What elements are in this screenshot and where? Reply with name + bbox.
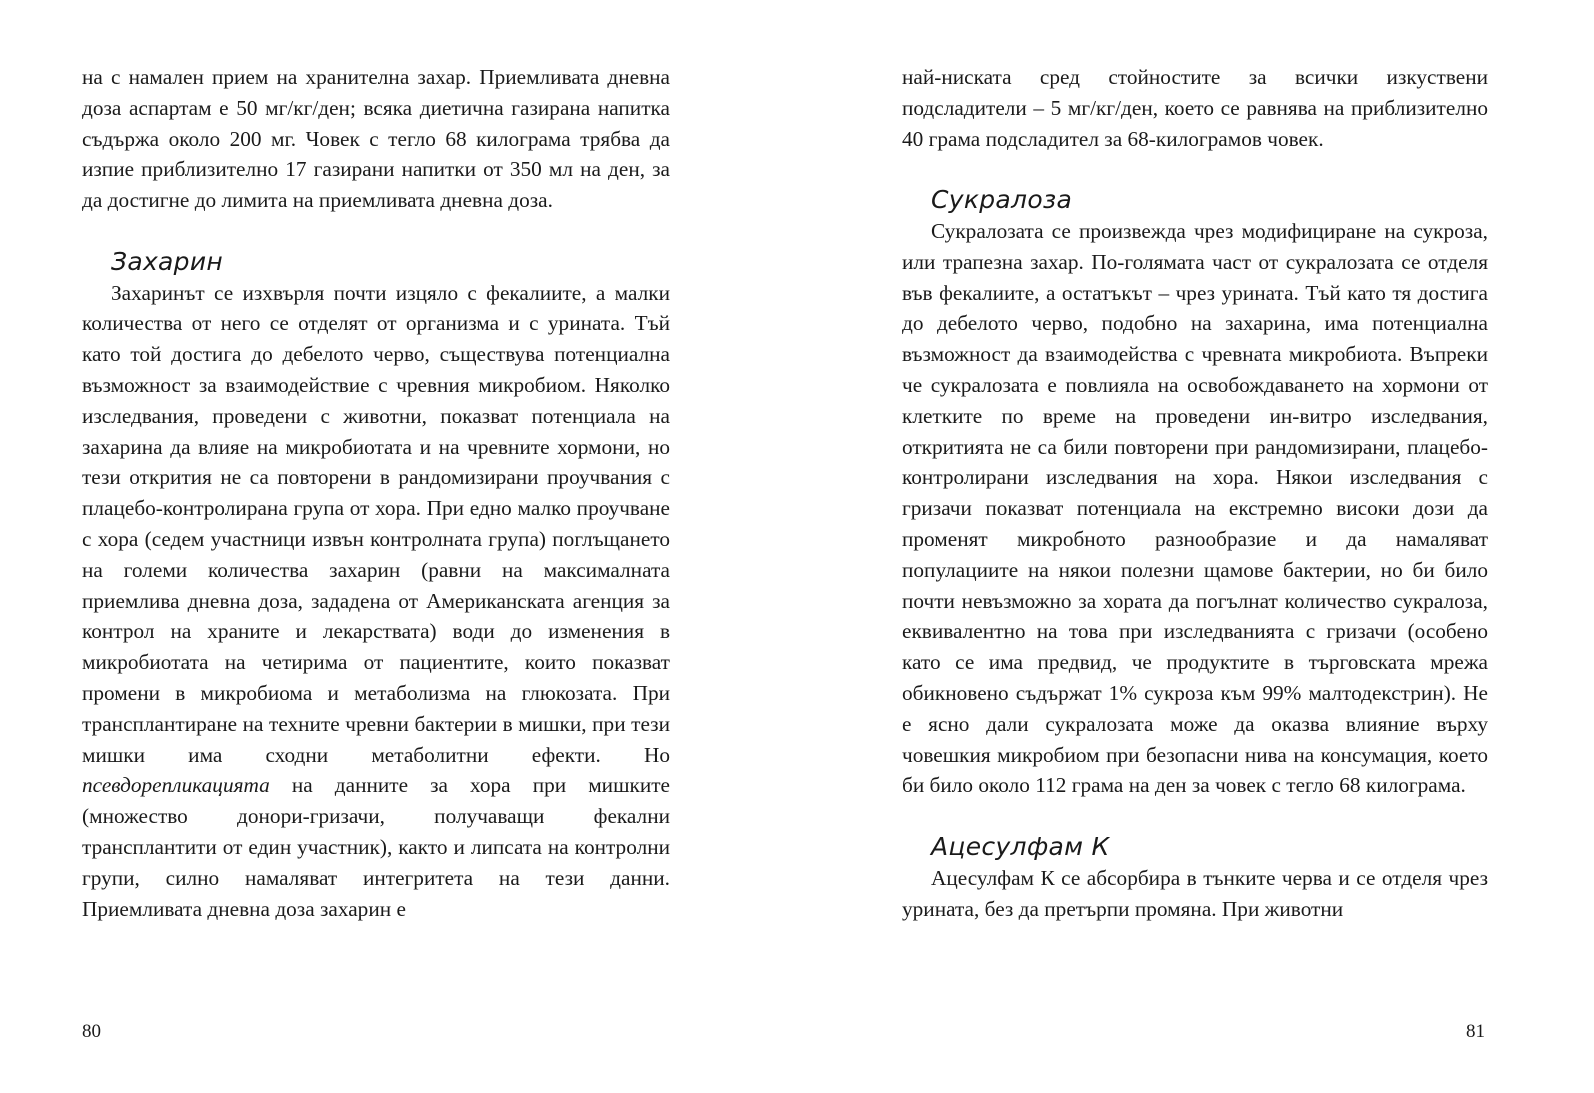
page-number-left: 80: [82, 1021, 101, 1042]
heading-acesulfame-k: Ацесулфам К: [931, 831, 1110, 861]
acesulfame-paragraph: Ацесулфам К се абсорбира в тънките черва и се отделя чрез урината, без да претърпи промяна. При животни: [902, 865, 1488, 921]
spacer: [902, 801, 1488, 832]
saccharin-text-part-2: на данните за хора при мишките (множество донори-гризачи, получаващи фекални трансплантити от един участник), както и липсата на контролни групи, силно намаляват интегритета на тези данни. Приемливата дневна доза захарин е: [82, 773, 670, 921]
left-page: [82, 62, 670, 924]
heading-sucralose: Сукралоза: [931, 185, 1073, 215]
sucralose-paragraph: Сукралозата се произвежда чрез модифициране на сукроза, или трапезна захар. По-голямата част от сукралозата се отделя във фекалиите, а остатъкът – чрез урината. Тъй като тя достига до дебелото черво, подобно на захарина, има потенциална възможност да взаимодейства с чревната микробиота. Въпреки че сукралозата е повлияла на освобождаването на хормони от клетките по време на проведени ин-витро изследвания, откритията не са били повторени при рандомизирани, плацебо-контролирани изследвания на хора. Някои изследвания с гризачи показват потенциала на екстремно високи дози да променят микробното разнообразие и да намаляват популациите на някои полезни щамове бактерии, но би било почти невъзможно за хората да погълнат количество сукралоза, еквивалентно на това при изследванията с гризачи (особено като се има предвид, че продуктите в търговската мрежа обикновено съдържат 1% сукроза към 99% малтодекстрин). Не е ясно дали сукралозата може да оказва влияние върху човешкия микробиом при безопасни нива на консумация, което би било около 112 грама на ден за човек с тегло 68 килограма.: [902, 218, 1488, 798]
right-page: [902, 62, 1488, 924]
saccharin-paragraph: [82, 278, 670, 925]
left-intro-paragraph: на с намален прием на хранителна захар. Приемливата дневна доза аспартам е 50 мг/кг/ден; всяка диетична газирана напитка съдържа около 200 мг. Човек с тегло 68 килограма трябва да изпие приблизително 17 газирани напитки от 350 мл на ден, за да достигне до лимита на приемливата дневна доза.: [82, 65, 670, 213]
right-intro-paragraph: най-ниската сред стойностите за всички изкуствени подсладители – 5 мг/кг/ден, което се равнява на приблизително 40 грама подсладител за 68-килограмов човек.: [902, 65, 1488, 151]
saccharin-italic-term: псевдорепликацията: [82, 773, 270, 798]
heading-saccharin: Захарин: [111, 246, 224, 276]
page-number-right: 81: [1466, 1021, 1485, 1042]
spacer: [902, 154, 1488, 185]
spacer: [82, 216, 670, 247]
saccharin-text-part-1: Захаринът се изхвърля почти изцяло с фекалиите, а малки количества от него се отделят от организма и с урината. Тъй като той достига до дебелото черво, съществува потенциална възможност за взаимодействие с чревния микробиом. Няколко изследвания, проведени с животни, показват потенциала на захарина да влияе на микробиотата и на чревните хормони, но тези открития не са повторени в рандомизирани проучвания с плацебо-контролирана група от хора. При едно малко проучване с хора (седем участници извън контролната група) поглъщането на големи количества захарин (равни на максималната приемлива дневна доза, зададена от Американската агенция за контрол на храните и лекарствата) води до изменения в микробиотата на четирима от пациентите, които показват промени в микробиома и метаболизма на глюкозата. При трансплантиране на техните чревни бактерии в мишки, при тези мишки има сходни метаболитни ефекти. Но: [82, 280, 670, 767]
